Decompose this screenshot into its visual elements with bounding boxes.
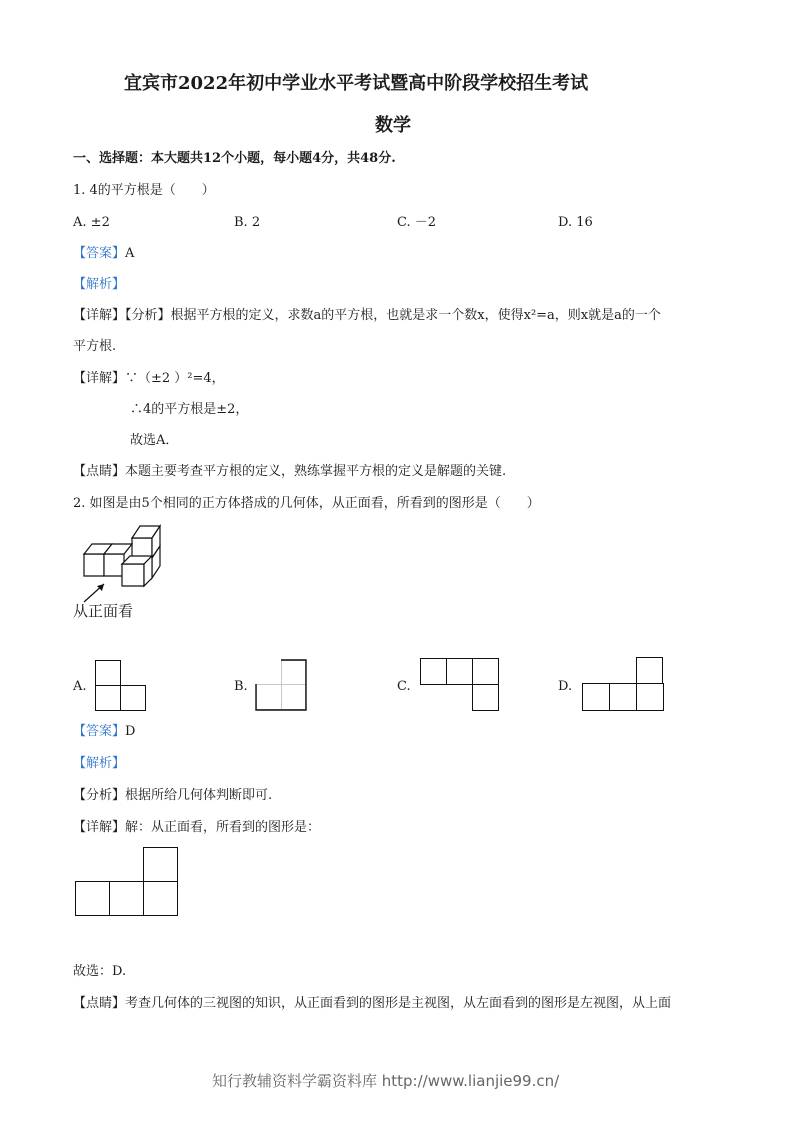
q1-option-b-letter: B. (234, 215, 248, 230)
q1-option-b-text: 2 (251, 215, 261, 230)
q2-detail-text: 解：从正面看，所看到的图形是： (125, 820, 321, 835)
option-c-square (446, 658, 473, 685)
q2-choose: 故选：D. (73, 964, 127, 979)
q2-option-b-letter: B. (234, 679, 248, 694)
q1-detail-tag: 【详解】 (73, 308, 126, 323)
section-heading: 一、选择题：本大题共12个小题，每小题4分，共48分. (73, 151, 396, 166)
q1-option-c-letter: C. (397, 215, 411, 230)
cube-face (104, 554, 124, 576)
q1-option-a-letter: A. (73, 215, 87, 230)
q2-analysis-text: 根据所给几何体判断即可. (125, 788, 273, 803)
q1-option-d (558, 214, 593, 232)
q1-comment (73, 463, 506, 481)
option-c-square (420, 658, 447, 685)
q1-analysis-line2: 平方根. (73, 339, 117, 354)
q2-detail-tag: 【详解】 (73, 820, 126, 835)
option-d-square (636, 657, 663, 684)
option-d-square (636, 683, 664, 711)
q2-option-c-letter: C. (397, 679, 411, 694)
q2-comment-text: 考查几何体的三视图的知识，从正面看到的图形是主视图，从左面看到的图形是左视图，从上面 (125, 996, 672, 1011)
cube-face (122, 564, 144, 586)
q1-analysis-sub-tag: 【分析】 (125, 308, 171, 323)
option-a-square (120, 685, 146, 711)
q1-analysis-tag: 【解析】 (73, 277, 126, 292)
solution-square (143, 881, 178, 916)
q1-option-b (234, 214, 260, 232)
q1-solution-tag: 【详解】 (73, 371, 126, 386)
page-title: 宜宾市2022年初中学业水平考试暨高中阶段学校招生考试 (124, 73, 589, 94)
q1-solution-line3: 故选A． (130, 433, 179, 448)
q1-solution-text1: ∵（±2 ）²=4， (125, 371, 225, 386)
q2-comment-tag: 【点睛】 (73, 996, 126, 1011)
q1-option-c-text: －2 (414, 215, 437, 230)
q1-comment-tag: 【点睛】 (73, 464, 126, 479)
option-a-square (95, 685, 121, 711)
cube-face (132, 538, 152, 558)
solution-square (75, 881, 110, 916)
q1-analysis-text: 根据平方根的定义，求数a的平方根，也就是求一个数x，使得x²=a，则x就是a的一个 (170, 308, 661, 323)
cube-face (84, 554, 104, 576)
option-b-outline (256, 659, 308, 711)
option-d-square (582, 683, 610, 711)
q2-cube-figure (78, 520, 178, 605)
q1-comment-text: 本题主要考查平方根的定义，熟练掌握平方根的定义是解题的关键. (125, 464, 507, 479)
q2-analysis (73, 787, 272, 805)
q2-analysis-tag: 【解析】 (73, 756, 126, 771)
q1-answer (73, 245, 134, 263)
q1-option-d-letter: D. (558, 215, 573, 230)
footer-watermark: 知行教辅资料学霸资料库 http://www.lianjie99.cn/ (212, 1072, 560, 1090)
option-c-square (472, 658, 499, 685)
q1-stem: 1. 4的平方根是（ ） (73, 183, 215, 198)
q1-solution-line2: ∴4的平方根是±2， (130, 402, 249, 417)
q2-option-d-letter: D. (558, 679, 573, 694)
solution-square (143, 847, 178, 882)
q1-answer-value: A (125, 246, 135, 261)
q1-solution-line1 (73, 370, 225, 388)
option-d-square (609, 683, 637, 711)
q2-option-a-letter: A. (73, 679, 87, 694)
q2-comment (73, 995, 671, 1013)
q1-option-a-text: ±2 (90, 215, 110, 230)
q2-figure-caption: 从正面看 (73, 602, 134, 620)
subject-title: 数学 (375, 115, 411, 136)
q1-option-d-text: 16 (576, 215, 593, 230)
q2-stem: 2. 如图是由5个相同的正方体搭成的几何体，从正面看，所看到的图形是（ ） (73, 496, 540, 511)
option-c-square (472, 684, 499, 711)
solution-square (109, 881, 144, 916)
q2-detail (73, 819, 320, 837)
q2-answer-value: D (125, 724, 136, 739)
q2-answer (73, 723, 135, 741)
q2-answer-tag: 【答案】 (73, 724, 126, 739)
q1-option-c (397, 214, 436, 232)
q1-option-a (73, 214, 110, 232)
q2-analysis-sub-tag: 【分析】 (73, 788, 126, 803)
q1-analysis-line1 (73, 307, 661, 325)
q1-answer-tag: 【答案】 (73, 246, 126, 261)
option-a-square (95, 660, 121, 686)
